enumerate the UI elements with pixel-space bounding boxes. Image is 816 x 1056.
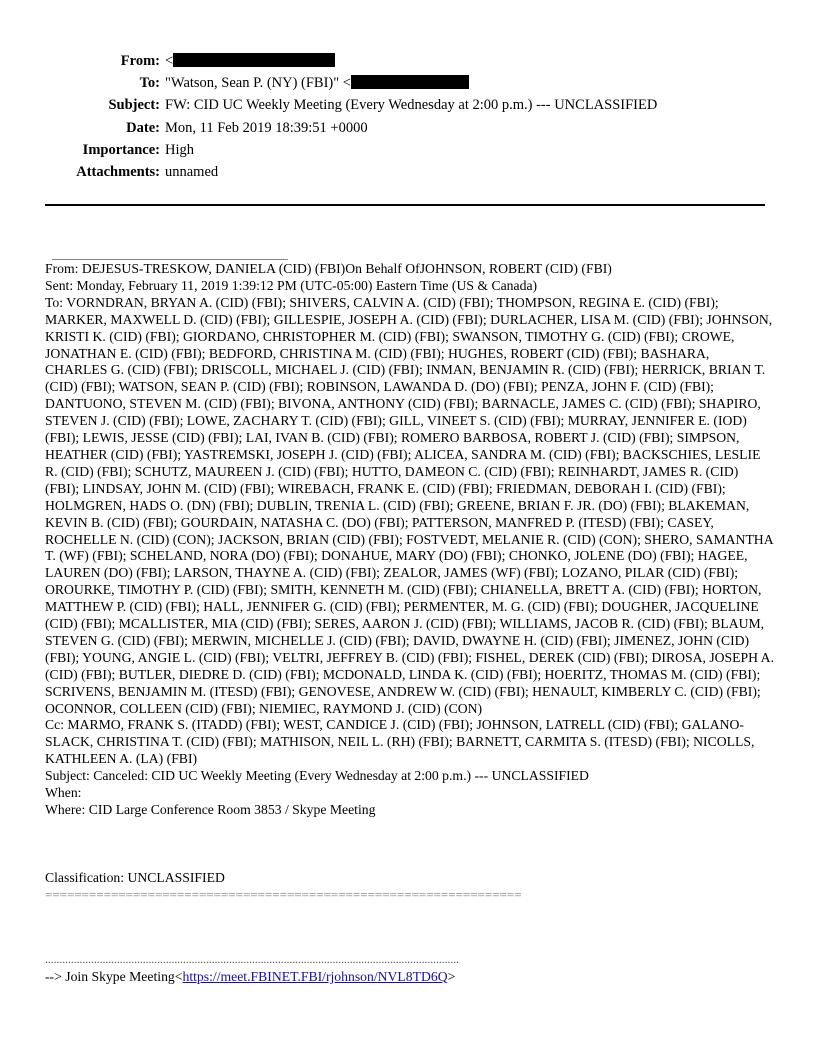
forward-subject-line: Subject: Canceled: CID UC Weekly Meeting (Every Wednesday at 2:00 p.m.) --- UNCLASSIFIED <box>45 768 589 784</box>
header-subject-row <box>0 94 816 116</box>
join-suffix: > <box>447 968 456 984</box>
classification-line: Classification: UNCLASSIFIED <box>45 869 225 885</box>
dotted-divider: ................................................................................................................................................ <box>45 953 459 966</box>
subject-value: FW: CID UC Weekly Meeting (Every Wednesday at 2:00 p.m.) --- UNCLASSIFIED <box>165 97 658 114</box>
redaction-block <box>351 75 469 89</box>
join-skype-line <box>45 969 775 986</box>
equals-divider: ================================================================= <box>45 886 522 902</box>
forward-from-line: From: DEJESUS-TRESKOW, DANIELA (CID) (FBI)On Behalf OfJOHNSON, ROBERT (CID) (FBI) <box>45 261 612 276</box>
date-label: Date: <box>126 119 160 136</box>
date-value: Mon, 11 Feb 2019 18:39:51 +0000 <box>165 119 368 136</box>
forward-sent-line: Sent: Monday, February 11, 2019 1:39:12 PM (UTC-05:00) Eastern Time (US & Canada) <box>45 277 538 293</box>
header-from-row <box>0 50 816 72</box>
attachments-label: Attachments: <box>76 164 160 181</box>
skype-meeting-link[interactable]: https://meet.FBINET.FBI/rjohnson/NVL8TD6Q <box>182 968 448 984</box>
email-header <box>0 50 816 183</box>
to-text: "Watson, Sean P. (NY) (FBI)" < <box>165 75 351 92</box>
from-prefix: < <box>165 53 174 69</box>
forward-where-line: Where: CID Large Conference Room 3853 / Skype Meeting <box>45 802 376 817</box>
forward-when-line: When: <box>45 785 82 801</box>
from-label: From: <box>120 53 160 69</box>
spacer <box>45 819 775 870</box>
to-label: To: <box>139 75 160 92</box>
message-body <box>45 261 775 986</box>
header-attachments-row <box>0 161 816 183</box>
forward-cc-line: Cc: MARMO, FRANK S. (ITADD) (FBI); WEST, CANDICE J. (CID) (FBI); JOHNSON, LATRELL (CID) (FBI); GALANO-SLACK, CHRISTINA T. (CID) (FBI); MATHISON, NEIL L. (RH) (FBI); BARNETT, CARMITA S. (ITESD) (FBI); NICOLLS, KATHLEEN A. (LA) (FBI) <box>45 717 755 767</box>
attachments-value: unnamed <box>165 164 219 181</box>
forward-separator <box>52 259 288 260</box>
join-prefix: --> Join Skype Meeting< <box>45 968 183 984</box>
importance-value: High <box>165 141 194 158</box>
header-to-row <box>0 72 816 94</box>
header-importance-row <box>0 139 816 161</box>
redaction-block <box>173 53 335 67</box>
to-value <box>160 72 469 94</box>
header-divider <box>45 204 765 206</box>
spacer <box>45 904 775 952</box>
forward-to-line: To: VORNDRAN, BRYAN A. (CID) (FBI); SHIVERS, CALVIN A. (CID) (FBI); THOMPSON, REGINA E. (CID) (FBI); MARKER, MAXWELL D. (CID) (FBI); GILLESPIE, JOSEPH A. (CID) (FBI); DURLACHER, LISA M. (CID) (FBI); JOHNSON, KRISTI K. (CID) (FBI); GIORDANO, CHRISTOPHER M. (CID) (FBI); SWANSON, TIMOTHY G. (CID) (FBI); CROWE, JONATHAN E. (CID) (FBI); BEDFORD, CHRISTINA M. (CID) (FBI); HUGHES, ROBERT (CID) (FBI); BASHARA, CHARLES G. (CID) (FBI); DRISCOLL, MICHAEL J. (CID) (FBI); INMAN, BENJAMIN R. (CID) (FBI); HERRICK, BRIAN T. (CID) (FBI); WATSON, SEAN P. (CID) (FBI); ROBINSON, LAWANDA D. (DO) (FBI); PENZA, JOHN F. (CID) (FBI); DANTUONO, STEVEN M. (CID) (FBI); BIVONA, ANTHONY (CID) (FBI); BARNACLE, JAMES C. (CID) (FBI); SHAPIRO, STEVEN J. (CID) (FBI); LOWE, ZACHARY T. (CID) (FBI); GILL, VINEET S. (CID) (FBI); MURRAY, JENNIFER E. (IOD) (FBI); LEWIS, JESSE (CID) (FBI); LAI, IVAN B. (CID) (FBI); ROMERO BARBOSA, ROBERT J. (CID) (FBI); SIMPSON, HEATHER (CID) (FBI); YASTREMSKI, JOSEPH J. (CID) (FBI); ALICEA, SANDRA M. (CID) (FBI); BACKSCHIES, LESLIE R. (CID) (FBI); SCHUTZ, MAUREEN J. (CID) (FBI); HUTTO, DAMEON C. (CID) (FBI); REINHARDT, JAMES R. (CID) (FBI); LINDSAY, JOHN M. (CID) (FBI); WIREBACH, FRANK E. (CID) (FBI); FRIEDMAN, DEBORAH I. (CID) (FBI); HOLMGREN, HADS O. (DN) (FBI); DUBLIN, TRENIA L. (CID) (FBI); GREENE, BRIAN F. JR. (DO) (FBI); BLAKEMAN, KEVIN B. (CID) (FBI); GOURDAIN, NATASHA C. (DO) (FBI); PATTERSON, MANFRED P. (ITESD) (FBI); CASEY, ROCHELLE N. (CID) (CON); JACKSON, BRIAN (CID) (FBI); FOSTVEDT, MELANIE R. (CID) (CON); SHERO, SAMANTHA T. (WF) (FBI); SCHELAND, NORA (DO) (FBI); DONAHUE, MARY (DO) (FBI); CHONKO, JOLENE (DO) (FBI); HAGEE, LAUREN (DO) (FBI); LARSON, THAYNE A. (CID) (FBI); ZEALOR, JAMES (WF) (FBI); LOZANO, PILAR (CID) (FBI); OROURKE, TIMOTHY P. (CID) (FBI); SMITH, KENNETH M. (CID) (FBI); CHIANELLA, BRETT A. (CID) (FBI); HORTON, MATTHEW P. (CID) (FBI); HALL, JENNIFER G. (CID) (FBI); PERMENTER, M. G. (CID) (FBI); DOUGHER, JACQUELINE (CID) (FBI); MCALLISTER, MIA (CID) (FBI); SERES, AARON J. (CID) (FBI); WILLIAMS, JACOB R. (CID) (FBI); BLAUM, STEVEN G. (CID) (FBI); MERWIN, MICHELLE J. (CID) (FBI); DAVID, DWAYNE H. (CID) (FBI); JIMENEZ, JOHN (CID) (FBI); YOUNG, ANGIE L. (CID) (FBI); VELTRI, JEFFREY B. (CID) (FBI); FISHEL, DEREK (CID) (FBI); DIROSA, JOSEPH A. (CID) (FBI); BUTLER, DIEDRE D. (CID) (FBI); MCDONALD, LINDA K. (CID) (FBI); HOERITZ, THOMAS M. (CID) (FBI); SCRIVENS, BENJAMIN M. (ITESD) (FBI); GENOVESE, ANDREW W. (CID) (FBI); HENAULT, KIMBERLY C. (CID) (FBI); OCONNOR, COLLEEN (CID) (FBI); NIEMIEC, RAYMOND J. (CID) (CON) <box>45 294 774 716</box>
header-date-row <box>0 117 816 139</box>
subject-label: Subject: <box>108 97 160 114</box>
from-value <box>160 50 335 72</box>
importance-label: Importance: <box>82 141 160 158</box>
